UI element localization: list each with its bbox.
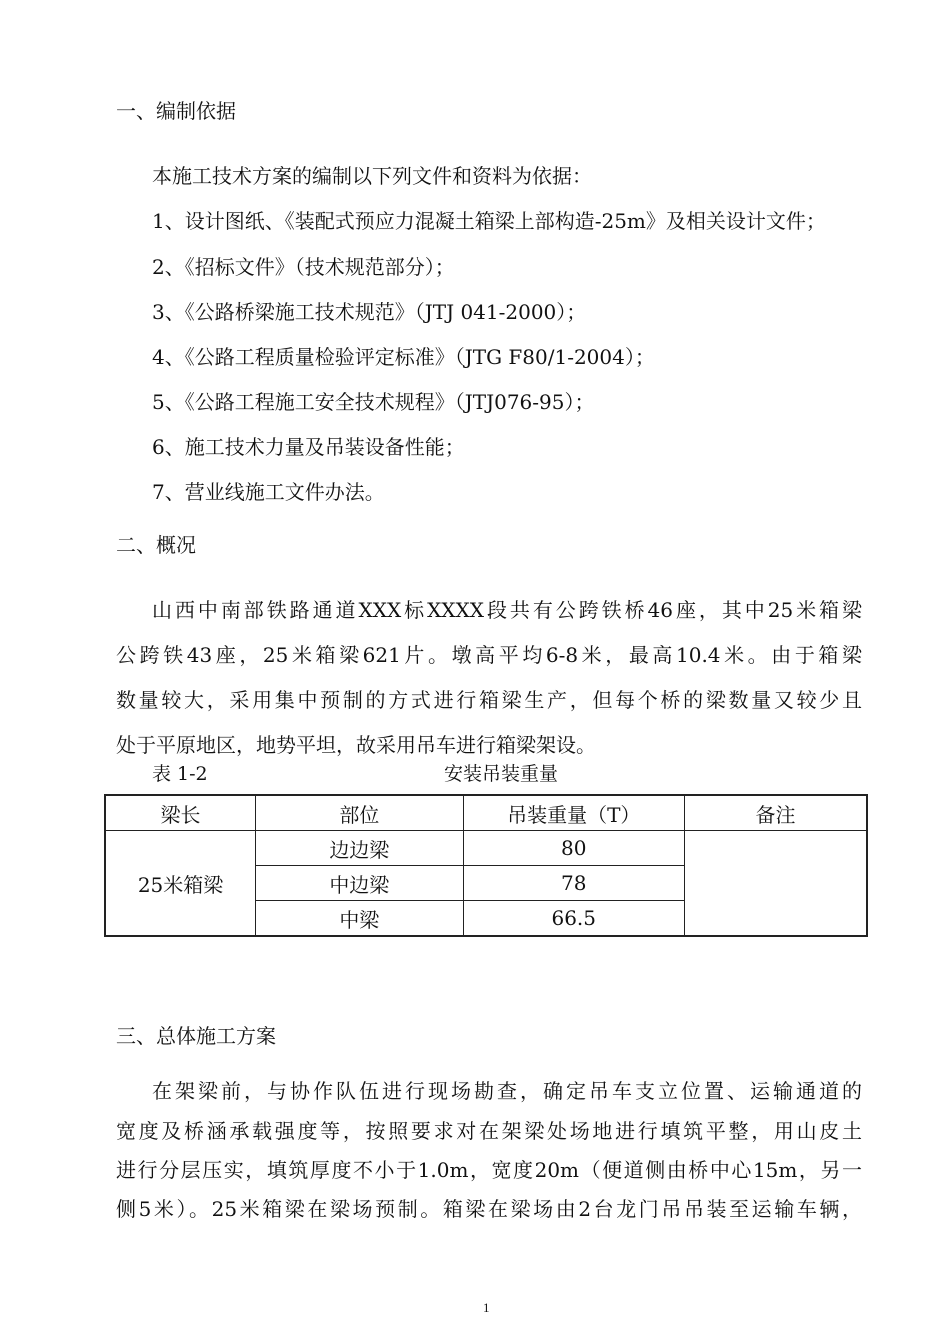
reference-item-3: 3、《公路桥梁施工技术规范》（JTJ 041-2000）；: [152, 300, 587, 324]
weight-cell: 80: [463, 831, 684, 866]
section-heading-1: 一、编制依据: [116, 99, 236, 123]
overview-line-3: 数量较大，采用集中预制的方式进行箱梁生产，但每个桥的梁数量又较少且: [116, 688, 862, 712]
header-remarks: 备注: [684, 795, 867, 831]
position-cell: 中边梁: [256, 866, 463, 901]
overview-line-2: 公跨铁43座，25米箱梁621片。墩高平均6-8米，最高10.4米。由于箱梁: [116, 643, 862, 667]
reference-item-4: 4、《公路工程质量检验评定标准》（JTG F80/1-2004）；: [152, 345, 655, 369]
plan-line-1: 在架梁前，与协作队伍进行现场勘查，确定吊车支立位置、运输通道的: [152, 1079, 862, 1103]
reference-item-6: 6、施工技术力量及吊装设备性能；: [152, 435, 465, 459]
header-beam-length: 梁长: [105, 795, 256, 831]
plan-line-2: 宽度及桥涵承载强度等，按照要求对在架梁处场地进行填筑平整，用山皮土: [116, 1119, 862, 1143]
header-weight: 吊装重量（T）: [463, 795, 684, 831]
remarks-cell: [684, 831, 867, 937]
overview-line-1: 山西中南部铁路通道XXX标XXXX段共有公跨铁桥46座，其中25米箱梁: [152, 598, 862, 622]
position-cell: 中梁: [256, 901, 463, 937]
plan-line-3: 进行分层压实，填筑厚度不小于1.0m，宽度20m（便道侧由桥中心15m，另一: [116, 1158, 862, 1182]
section-1-intro: 本施工技术方案的编制以下列文件和资料为依据：: [152, 164, 592, 188]
weight-cell: 66.5: [463, 901, 684, 937]
section-heading-3: 三、总体施工方案: [116, 1024, 276, 1048]
table-title: 安装吊装重量: [444, 763, 559, 785]
reference-item-7: 7、营业线施工文件办法。: [152, 480, 385, 504]
plan-line-4: 侧5米）。25米箱梁在梁场预制。箱梁在梁场由2台龙门吊吊装至运输车辆，: [116, 1197, 862, 1221]
beam-length-cell: 25米箱梁: [105, 831, 256, 937]
section-heading-2: 二、概况: [116, 533, 196, 557]
lifting-weight-table: [104, 794, 868, 937]
table-header-row: [105, 795, 867, 831]
reference-item-1: 1、设计图纸、《装配式预应力混凝土箱梁上部构造-25m》及相关设计文件；: [152, 209, 826, 233]
reference-item-5: 5、《公路工程施工安全技术规程》（JTJ076-95）；: [152, 390, 595, 414]
page-number: 1: [483, 1300, 490, 1315]
header-position: 部位: [256, 795, 463, 831]
weight-cell: 78: [463, 866, 684, 901]
table-number: 表 1-2: [152, 763, 208, 785]
overview-line-4: 处于平原地区，地势平坦，故采用吊车进行箱梁架设。: [116, 733, 596, 757]
table-row: [105, 831, 867, 866]
reference-item-2: 2、《招标文件》（技术规范部分）；: [152, 255, 455, 279]
position-cell: 边边梁: [256, 831, 463, 866]
